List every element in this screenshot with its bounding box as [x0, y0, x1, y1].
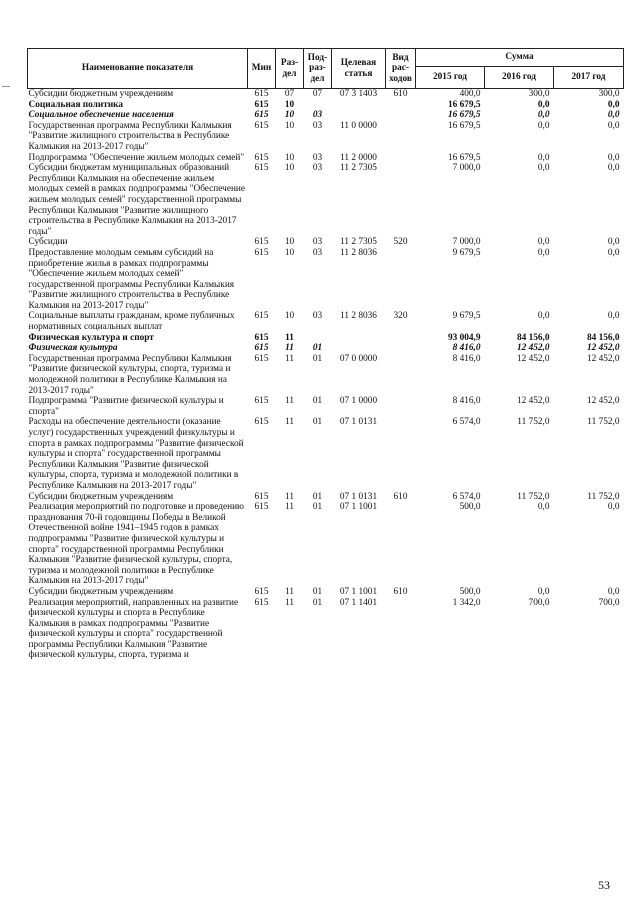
row-podrazdel: 01 — [312, 491, 323, 502]
row-podrazdel — [304, 333, 332, 344]
row-sum-2016: 0,0 — [537, 99, 550, 110]
row-sum-2015: 8 416,0 — [452, 343, 481, 354]
row-min: 615 — [254, 332, 269, 343]
row-razdel: 11 — [285, 417, 294, 428]
row-sum-2015: 16 679,5 — [447, 120, 481, 131]
row-sum-2016: 700,0 — [528, 597, 550, 608]
table-row — [28, 396, 624, 417]
table-row — [28, 89, 624, 100]
table-row — [28, 311, 624, 332]
row-vid — [386, 110, 416, 121]
row-statya: 07 0 0000 — [339, 353, 378, 364]
header-2015: 2015 год — [416, 67, 485, 89]
row-vid — [386, 100, 416, 111]
row-podrazdel: 01 — [312, 396, 323, 407]
row-podrazdel: 07 — [312, 89, 323, 99]
row-name: Государственная программа Республики Калмыкия "Развитие жилищного строительства в Республике Калмыкия на 2013-2017 годы" — [28, 120, 232, 152]
row-sum-2015: 6 574,0 — [452, 417, 481, 428]
row-statya: 11 2 0000 — [340, 152, 377, 163]
row-vid — [386, 121, 416, 153]
row-name: Субсидии бюджетным учреждениям — [28, 586, 174, 597]
row-sum-2015: 7 000,0 — [452, 163, 481, 174]
row-sum-2017: 12 452,0 — [586, 343, 620, 354]
row-statya: 07 1 1401 — [339, 597, 378, 608]
row-vid: 610 — [393, 491, 408, 502]
row-statya: 11 2 8036 — [340, 311, 377, 322]
row-sum-2015: 16 679,5 — [447, 152, 481, 163]
row-name: Социальное обеспечение населения — [28, 110, 174, 121]
row-sum-2016: 0,0 — [537, 311, 550, 322]
row-sum-2017: 12 452,0 — [586, 396, 620, 407]
table-row — [28, 237, 624, 248]
row-sum-2016: 0,0 — [537, 120, 550, 131]
row-name: Физическая культура — [28, 343, 118, 354]
header-statya: Целевая статья — [332, 49, 386, 89]
row-sum-2017: 84 156,0 — [586, 332, 620, 343]
row-podrazdel: 03 — [312, 110, 323, 121]
table-row — [28, 502, 624, 587]
row-sum-2015: 1 342,0 — [452, 597, 481, 608]
row-sum-2017: 0,0 — [607, 152, 620, 163]
row-sum-2015: 7 000,0 — [452, 237, 481, 248]
table-row — [28, 333, 624, 344]
row-min: 615 — [254, 120, 269, 131]
row-razdel: 11 — [285, 586, 294, 597]
row-statya: 07 3 1403 — [339, 89, 378, 99]
row-sum-2017: 0,0 — [607, 502, 620, 513]
row-statya: 11 2 7305 — [340, 163, 377, 174]
row-sum-2015: 9 679,5 — [452, 247, 481, 258]
table-row — [28, 163, 624, 237]
row-vid: 320 — [393, 311, 408, 322]
header-podrazdel: Под- раз- дел — [304, 49, 332, 89]
row-sum-2016: 0,0 — [537, 247, 550, 258]
row-podrazdel: 03 — [312, 237, 323, 248]
row-razdel: 10 — [284, 237, 295, 248]
row-sum-2016: 84 156,0 — [516, 332, 550, 343]
row-podrazdel: 01 — [312, 343, 323, 354]
row-min: 615 — [254, 353, 269, 364]
row-razdel: 11 — [285, 332, 294, 343]
row-min: 615 — [254, 417, 269, 428]
row-razdel: 11 — [285, 597, 294, 608]
row-min: 615 — [254, 597, 269, 608]
row-name: Реализация мероприятий по подготовке и проведению празднования 70-й годовщины Победы в Великой Отечественной войне 1941–1945 годов в рамках подпрограммы "Развитие физической культуры и спорта" государственной программы Республики Калмыкия "Развитие физической культуры, спорта, туризма и молодежной политики в Республике Калмыкия на 2013-2017 годы" — [28, 502, 244, 587]
header-2016: 2016 год — [485, 67, 554, 89]
row-statya — [332, 100, 386, 111]
table-row — [28, 354, 624, 396]
row-min: 615 — [254, 163, 269, 174]
row-sum-2017: 11 752,0 — [587, 417, 620, 428]
row-podrazdel: 01 — [312, 353, 323, 364]
row-statya — [332, 110, 386, 121]
table-body — [28, 89, 624, 662]
row-name: Расходы на обеспечение деятельности (оказание услуг) государственных учреждений физкультуры и спорта в рамках подпрограммы "Развитие физической культуры и спорта" государственной программы Республики Калмыкия "Развитие физической культуры, спорта, туризма и молодежной политики в Республике Калмыкия на 2013-2017 годы" — [28, 417, 244, 491]
row-razdel: 11 — [285, 343, 294, 354]
row-statya: 07 1 0000 — [339, 396, 378, 407]
row-min: 615 — [254, 152, 269, 163]
row-min: 615 — [254, 586, 269, 597]
row-min: 615 — [254, 491, 269, 502]
row-razdel: 11 — [285, 502, 294, 513]
row-vid — [386, 248, 416, 312]
row-name: Субсидии бюджетным учреждениям — [28, 89, 174, 99]
row-statya: 11 2 8036 — [340, 247, 377, 258]
table-row — [28, 110, 624, 121]
row-sum-2016: 12 452,0 — [516, 396, 550, 407]
row-name: Субсидии — [28, 237, 68, 248]
row-razdel: 11 — [285, 353, 294, 364]
row-name: Социальная политика — [28, 99, 124, 110]
row-statya: 11 2 7305 — [340, 237, 377, 248]
row-podrazdel: 03 — [312, 311, 323, 322]
row-sum-2015: 400,0 — [459, 89, 481, 99]
row-sum-2016: 0,0 — [537, 152, 550, 163]
row-sum-2015: 8 416,0 — [452, 353, 481, 364]
row-sum-2015: 500,0 — [459, 502, 481, 513]
header-min: Мин — [248, 49, 276, 89]
row-statya: 07 1 1001 — [339, 502, 378, 513]
row-sum-2016: 12 452,0 — [516, 343, 550, 354]
header-razdel: Раз- дел — [276, 49, 304, 89]
row-sum-2015: 16 679,5 — [447, 110, 481, 121]
page-number: 53 — [598, 878, 610, 892]
row-min: 615 — [254, 110, 269, 121]
row-sum-2016: 0,0 — [537, 502, 550, 513]
table-row — [28, 343, 624, 354]
row-sum-2016: 300,0 — [528, 89, 550, 99]
row-sum-2017: 11 752,0 — [587, 491, 620, 502]
row-statya: 11 0 0000 — [340, 120, 377, 131]
row-razdel: 10 — [284, 152, 295, 163]
row-sum-2015: 9 679,5 — [452, 311, 481, 322]
row-name: Субсидии бюджетам муниципальных образований Республики Калмыкия на обеспечение жильем молодых семей в рамках подпрограммы "Обеспечение жильем молодых семей" государственной программы Республики Калмыкия "Развитие жилищного строительства в Республике Калмыкия на 2013-2017 годы" — [28, 163, 246, 237]
row-razdel: 11 — [285, 491, 294, 502]
row-vid: 610 — [393, 586, 408, 597]
row-min: 615 — [254, 311, 269, 322]
row-name: Субсидии бюджетным учреждениям — [28, 491, 174, 502]
row-statya — [332, 343, 386, 354]
row-razdel: 07 — [284, 89, 295, 99]
row-sum-2015: 93 004,9 — [447, 332, 481, 343]
row-sum-2015: 6 574,0 — [452, 491, 481, 502]
row-sum-2016: 12 452,0 — [516, 353, 550, 364]
row-min: 615 — [254, 89, 269, 99]
row-sum-2015: 500,0 — [459, 586, 481, 597]
row-sum-2016: 0,0 — [537, 163, 550, 174]
row-name: Социальные выплаты гражданам, кроме публичных нормативных социальных выплат — [28, 311, 235, 333]
row-name: Подпрограмма "Обеспечение жильем молодых семей" — [28, 152, 245, 163]
scan-mark — [2, 86, 10, 87]
row-vid — [386, 153, 416, 164]
row-statya: 07 1 0131 — [339, 491, 378, 502]
row-podrazdel: 03 — [312, 163, 323, 174]
header-vid: Вид рас- ходов — [386, 49, 416, 89]
row-min: 615 — [254, 99, 269, 110]
row-podrazdel: 01 — [312, 597, 323, 608]
row-podrazdel: 03 — [312, 247, 323, 258]
row-sum-2017: 700,0 — [598, 597, 620, 608]
row-razdel: 10 — [284, 99, 295, 110]
row-sum-2017: 300,0 — [598, 89, 620, 99]
row-sum-2015: 8 416,0 — [452, 396, 481, 407]
row-razdel: 10 — [284, 120, 295, 131]
row-sum-2017: 0,0 — [607, 110, 620, 121]
row-vid: 610 — [393, 89, 408, 99]
table-row — [28, 248, 624, 312]
row-min: 615 — [254, 502, 269, 513]
table-row — [28, 121, 624, 153]
header-2017: 2017 год — [554, 67, 624, 89]
table-row — [28, 587, 624, 598]
table-row — [28, 598, 624, 662]
row-vid — [386, 354, 416, 396]
row-vid — [386, 396, 416, 417]
table-row — [28, 492, 624, 503]
row-podrazdel: 03 — [312, 120, 323, 131]
budget-table — [27, 48, 624, 661]
row-vid: 520 — [393, 237, 408, 248]
table-row — [28, 100, 624, 111]
row-podrazdel: 01 — [312, 417, 323, 428]
row-sum-2017: 0,0 — [607, 120, 620, 131]
header-summa: Сумма — [416, 49, 624, 67]
row-vid — [386, 417, 416, 491]
row-name: Предоставление молодым семьям субсидий на приобретение жилья в рамках подпрограммы "Обеспечение жильем молодых семей" государственной программы Республики Калмыкия "Развитие жилищного строительства в Республике Калмыкия на 2013-2017 годы" — [28, 247, 235, 311]
row-sum-2017: 0,0 — [607, 163, 620, 174]
row-sum-2016: 11 752,0 — [517, 417, 550, 428]
row-sum-2016: 0,0 — [537, 237, 550, 248]
row-statya: 07 1 0131 — [339, 417, 378, 428]
row-vid — [386, 333, 416, 344]
row-podrazdel — [304, 100, 332, 111]
row-sum-2017: 0,0 — [607, 586, 620, 597]
row-name: Подпрограмма "Развитие физической культуры и спорта" — [28, 396, 224, 417]
row-vid — [386, 598, 416, 662]
row-min: 615 — [254, 343, 269, 354]
row-min: 615 — [254, 247, 269, 258]
row-sum-2017: 0,0 — [607, 311, 620, 322]
table-row — [28, 417, 624, 491]
row-razdel: 10 — [284, 110, 295, 121]
row-razdel: 10 — [284, 247, 295, 258]
row-vid — [386, 502, 416, 587]
row-name: Реализация мероприятий, направленных на развитие физической культуры и спорта в Республике Калмыкия в рамках подпрограммы "Развитие физической культуры и спорта" государственной программы Республики Калмыкия "Развитие физической культуры, спорта, туризма и — [28, 597, 239, 661]
row-podrazdel: 01 — [312, 586, 323, 597]
row-sum-2017: 0,0 — [607, 247, 620, 258]
row-vid — [386, 163, 416, 237]
row-min: 615 — [254, 237, 269, 248]
header-name: Наименование показателя — [28, 49, 248, 89]
row-name: Государственная программа Республики Калмыкия "Развитие физической культуры, спорта, туризма и молодежной политики в Республике Калмыкия на 2013-2017 годы" — [28, 353, 232, 396]
row-podrazdel: 03 — [312, 152, 323, 163]
row-podrazdel: 01 — [312, 502, 323, 513]
row-sum-2016: 0,0 — [537, 110, 550, 121]
row-sum-2016: 11 752,0 — [517, 491, 550, 502]
row-sum-2015: 16 679,5 — [447, 99, 481, 110]
table-row — [28, 153, 624, 164]
row-statya: 07 1 1001 — [339, 586, 378, 597]
row-sum-2017: 12 452,0 — [586, 353, 620, 364]
row-razdel: 10 — [284, 163, 295, 174]
row-statya — [332, 333, 386, 344]
row-min: 615 — [254, 396, 269, 407]
row-razdel: 10 — [284, 311, 295, 322]
row-sum-2017: 0,0 — [607, 99, 620, 110]
row-razdel: 11 — [285, 396, 294, 407]
row-vid — [386, 343, 416, 354]
row-name: Физическая культура и спорт — [28, 332, 154, 343]
row-sum-2017: 0,0 — [607, 237, 620, 248]
row-sum-2016: 0,0 — [537, 586, 550, 597]
